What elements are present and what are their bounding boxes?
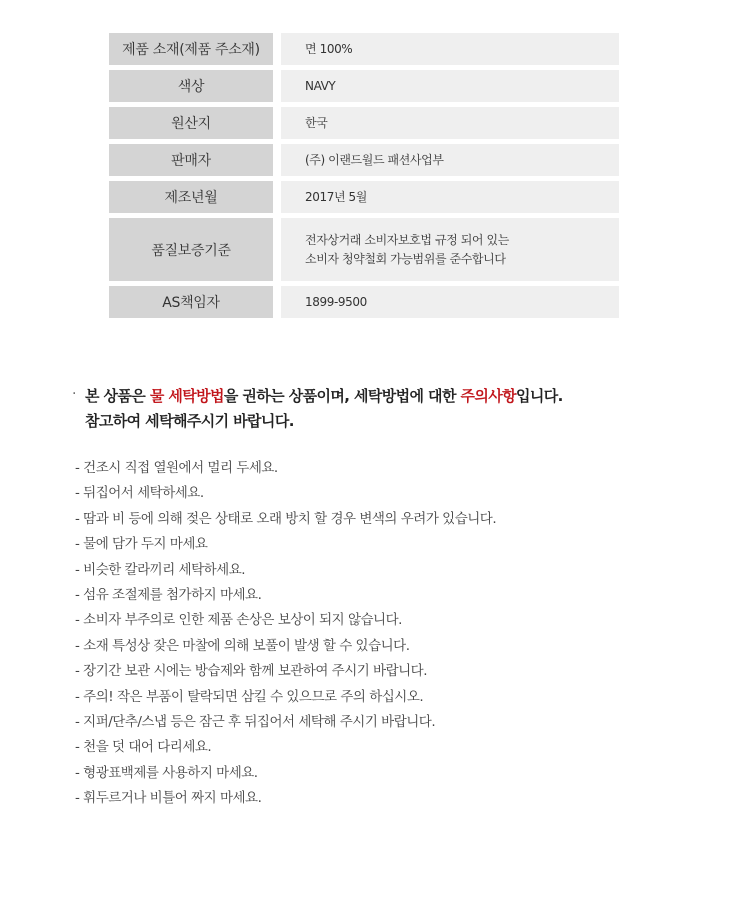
info-row-manufacture-date: [109, 181, 619, 213]
info-value: 2017년 5월: [281, 181, 619, 213]
list-item: - 형광표백제를 사용하지 마세요.: [75, 764, 258, 781]
info-value: (주) 이랜드월드 패션사업부: [281, 144, 619, 176]
notice-text: 입니다.: [516, 387, 563, 405]
bullet-icon: ·: [72, 386, 76, 402]
info-label: 판매자: [109, 144, 273, 176]
care-instructions-list: [75, 456, 715, 811]
notice-line-1: [85, 384, 692, 409]
info-label: 품질보증기준: [109, 218, 273, 281]
info-row-material: [109, 33, 619, 65]
info-value: NAVY: [281, 70, 619, 102]
list-item: - 지퍼/단추/스냅 등은 잠근 후 뒤집어서 세탁해 주시기 바랍니다.: [75, 713, 436, 730]
info-value: 한국: [281, 107, 619, 139]
list-item: - 소재 특성상 잦은 마찰에 의해 보풀이 발생 할 수 있습니다.: [75, 637, 410, 654]
list-item: - 물에 담가 두지 마세요: [75, 536, 208, 553]
info-label: 색상: [109, 70, 273, 102]
info-row-quality-standard: [109, 218, 619, 281]
info-value: [281, 218, 619, 281]
list-item: - 건조시 직접 열원에서 멀리 두세요.: [75, 460, 278, 476]
info-row-color: [109, 70, 619, 102]
info-row-as-contact: [109, 286, 619, 318]
list-item: - 장기간 보관 시에는 방습제와 함께 보관하여 주시기 바랍니다.: [75, 663, 428, 680]
notice-text: 본 상품은: [85, 387, 150, 405]
wash-notice: [72, 384, 692, 434]
info-row-origin: [109, 107, 619, 139]
info-label: 제조년월: [109, 181, 273, 213]
info-value-line: 소비자 청약철회 가능범위를 준수합니다: [305, 251, 506, 266]
list-item: - 소비자 부주의로 인한 제품 손상은 보상이 되지 않습니다.: [75, 612, 402, 629]
list-item: - 휘두르거나 비틀어 짜지 마세요.: [75, 790, 262, 807]
info-value: 면 100%: [281, 33, 619, 65]
info-value-line: 전자상거래 소비자보호법 규정 되어 있는: [305, 232, 509, 247]
list-item: - 뒤집어서 세탁하세요.: [75, 485, 204, 502]
notice-text: 을 권하는 상품이며, 세탁방법에 대한: [223, 387, 461, 405]
info-label: AS책임자: [109, 286, 273, 318]
notice-highlight-wash-method: 물 세탁방법: [149, 387, 224, 405]
info-row-seller: [109, 144, 619, 176]
list-item: - 땀과 비 등에 의해 젖은 상태로 오래 방치 할 경우 변색의 우려가 있습니다.: [75, 510, 497, 527]
list-item: - 천을 덧 대어 다리세요.: [75, 739, 212, 756]
info-value: 1899-9500: [281, 286, 619, 318]
list-item: - 비슷한 칼라끼리 세탁하세요.: [75, 561, 246, 578]
product-info-table: [109, 33, 619, 323]
list-item: - 섬유 조절제를 첨가하지 마세요.: [75, 586, 262, 603]
info-label: 제품 소재(제품 주소재): [109, 33, 273, 65]
notice-highlight-caution: 주의사항: [460, 387, 517, 405]
notice-line-2: 참고하여 세탁해주시기 바랍니다.: [85, 412, 294, 430]
list-item: - 주의! 작은 부품이 탈락되면 삼킬 수 있으므로 주의 하십시오.: [75, 688, 424, 705]
info-label: 원산지: [109, 107, 273, 139]
